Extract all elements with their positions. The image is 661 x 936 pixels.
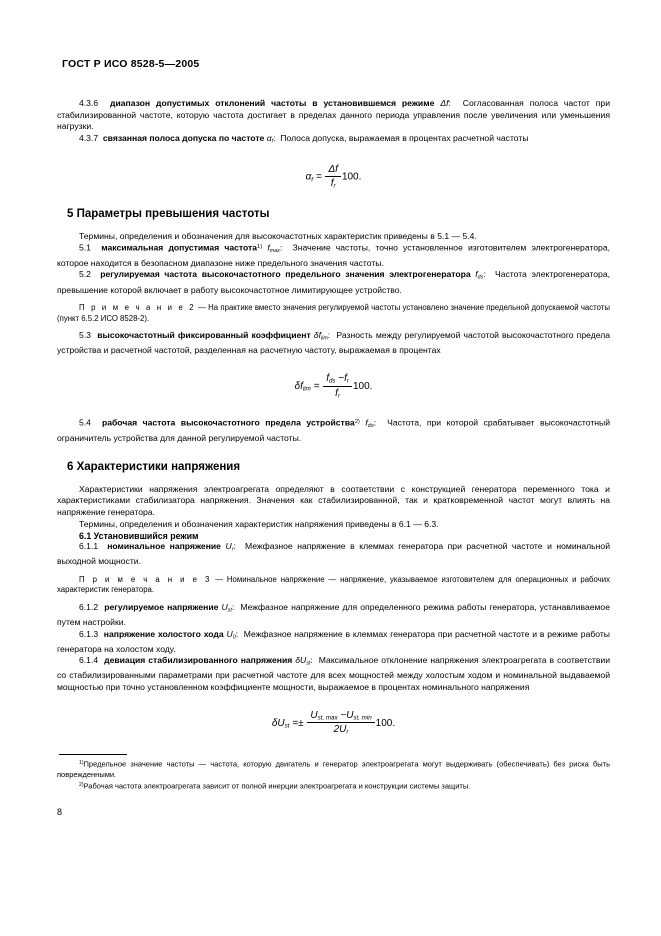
formula-lhs-sub: lim [302,385,311,393]
clause-number: 6.1.1 [79,541,99,552]
formula-delta-u-st [57,710,610,736]
clause-5-4: 5.4 рабочая частота высокочастотного предела устройства$^{2)}$ $f_{do}$: Частота, при которой срабатывает высокочастотный ограничитель устройства для данной регулируемой частоты. [57,418,611,444]
footnote-mark: 2) [79,782,84,789]
symbol-subscript: lim [320,335,328,342]
note-2 [57,303,610,324]
note-text: Номинальное напряжение — напряжение, указываемое изготовителем для операционных и рабочих характеристик генератора. [57,574,610,595]
formula-lhs: δU [271,717,285,729]
clause-5-1: 5.1 максимальная допустимая частота$^{1)}$ $f_{max}$: Значение частоты, точно установленное изготовителем электрогенератора, которое находится в безопасном диапазоне ниже предельного значения частоты. [57,242,610,268]
clause-term: максимальная допустимая частота [101,242,258,253]
clause-body: Полоса допуска, выражаемая в процентах расчетной частоты [280,132,529,143]
clause-number: 6.1.4 [79,655,99,666]
clause-6-1-4: 6.1.4 девиация стабилизированного напряжения $\delta U_{st}$: Максимальное отклонение напряжения электроагрегата в соответствии со стабилизированными параметрами при расчетной частоте для всех мощностей между холостым ходом и номинальной выдаваемой мощностью при точно установленном коэффициенте мощности, выражаемое в процентах номинального напряжения [57,655,611,693]
symbol-subscript: ds [477,274,484,281]
clause-number: 4.3.7 [79,132,99,143]
symbol-subscript: f [271,138,274,145]
clause-body: Максимальное отклонение напряжения электроагрегата в соответствии со стабилизированными параметрами при расчетной частоте для всех мощностей между холостым ходом и номинальной выдаваемой мощностью при точно установленном коэффициенте мощности, выражаемое в процентах номинального напряжения [57,655,611,693]
footnote-2 [57,780,610,792]
denominator [307,723,374,736]
symbol-f: f [446,98,449,108]
symbol-u: U [221,602,228,613]
u-symbol: U [346,709,354,721]
clause-term: диапазон допустимых отклонений частоты в установившемся режиме [110,98,435,108]
minus-sign: − [340,709,347,721]
clause-5-3: 5.3 высокочастотный фиксированный коэффициент $\delta f_{lim}$: Разность между регулируемой частотой высокочастотного предела устройства и расчетной частотой, разделенная на расчетную частоту, выражаемая в процентах [57,330,611,356]
page-content [57,58,610,817]
numerator [323,373,352,387]
footnote-ref-1[interactable]: 1) [257,244,263,251]
clause-number: 5.4 [79,418,91,429]
clause-4-3-6: 4.3.6 диапазон допустимых отклонений частоты в установившемся режиме Δf: Согласованная полоса частот при стабилизированной частоте, которую частота достигает в пределах данного периода управления после увеличения или уменьшения нагрузки. [57,98,611,132]
clause-body: Значение частоты, точно установленное изготовителем электрогенератора, которое находится в безопасном диапазоне ниже предельного значения частоты. [57,242,610,268]
footnote-text: Предельное значение частоты — частота, которую двигатель и генератор электроагрегата могут выдерживать (обеспечивать) без риска быть поврежденными. [57,759,610,779]
formula-tail: 100. [352,380,373,392]
clause-term: рабочая частота высокочастотного предела устройства [101,418,355,429]
section-5-intro: Термины, определения и обозначения для высокочастотных характеристик приведены в 5.1 — 5.4. [79,230,477,241]
clause-term: регулируемое напряжение [104,602,219,613]
formula-tail: 100. [375,717,396,729]
f-subscript: r [337,392,340,400]
symbol-f: f [475,269,478,280]
symbol-f: f [267,242,270,253]
symbol-subscript: st [227,607,232,614]
delta-symbol: Δ [328,163,336,175]
clause-body: Частота электрогенератора, превышение которой включает в работу высокочастотное лимитирующее устройство. [57,269,611,295]
page-number: 8 [57,806,63,817]
f-subscript: r [333,182,336,190]
note-text: На практике вместо значения регулируемой частоты установлено значение предельной допускаемой частоты (пункт 6.5.2 ИСО 8528-2). [57,303,610,323]
equals-sign: = [315,171,322,183]
u-symbol: U [310,709,318,721]
subsection-6-1-heading: 6.1 Установившийся режим [79,531,199,542]
clause-body: Межфазное напряжение для определенного режима работы генератора, устанавливаемое путем настройки. [57,602,610,628]
symbol-subscript: 0 [232,634,236,641]
symbol-alpha: α [266,132,272,143]
formula-delta-f-lim [57,373,610,399]
footnote-text: Рабочая частота электроагрегата зависит от полной инерции электроагрегата и конструкции системы защиты. [83,781,471,791]
clause-number: 4.3.6 [79,98,99,108]
symbol-f: f [365,418,368,429]
f-symbol: f [335,387,338,399]
symbol-subscript: do [367,423,374,430]
clause-term: напряжение холостого хода [103,628,224,639]
numerator [307,710,374,724]
minus-sign: − [338,373,345,385]
fraction [325,164,341,190]
fraction [307,710,374,736]
clause-term: связанная полоса допуска по частоте [102,132,265,143]
note-dash: — [198,303,206,313]
clause-6-1-3: 6.1.3 напряжение холостого хода $U_0$: Межфазное напряжение в клеммах генератора при расчетной частоте и в режиме работы генератора на холостом ходу. [57,628,610,654]
formula-tail: 100. [341,171,362,183]
f-symbol: f [344,373,347,385]
formula-lhs-sub: f [311,176,314,184]
note-dash: — [215,574,224,584]
section-6-intro-1: Характеристики напряжения электроагрегата определяют в соответствии с конструкцией генератора переменного тока и характеристиками стабилизатора напряжения. Значения как стабилизированной, так и кратковременной частот могут влиять на напряжение генератора. [57,483,610,517]
symbol-subscript: max [269,248,280,255]
clause-number: 6.1.3 [79,628,99,639]
clause-6-1-1: 6.1.1 номинальное напряжение $U_r$: Межфазное напряжение в клеммах генератора при расчетной частоте и номинальной выходной мощности. [57,541,610,567]
clause-term: номинальное напряжение [107,541,221,552]
clause-number: 5.2 [79,269,91,280]
symbol-u: U [226,628,233,639]
u-subscript: st, max [317,714,338,722]
clause-body: Частота, при которой срабатывает высокочастотный ограничитель устройства для данной регулируемой частоты. [57,418,611,444]
f-symbol: f [326,373,329,385]
clause-number: 5.3 [79,330,91,341]
formula-lhs: α [305,171,312,183]
formula-lhs: δf [294,380,303,392]
f-symbol: f [330,177,334,189]
f-subscript: r [346,377,349,385]
clause-5-2: 5.2 регулируемая частота высокочастотного предельного значения электрогенератора $f_{ds}$: Частота электрогенератора, превышение которой включает в работу высокочастотное лимитирующее устройство. [57,269,611,295]
symbol-u: U [225,541,232,552]
section-6-heading: 6 Характеристики напряжения [67,460,241,473]
formula-lhs-sub: st [284,722,290,730]
note-label: П р и м е ч а н и е 3 [79,574,212,584]
u-subscript: st, min [353,714,372,722]
clause-number: 5.1 [79,242,91,253]
clause-body: Согласованная полоса частот при стабилизированной частоте, которую частота достигает в пределах данного периода управления после увеличения или уменьшения нагрузки. [57,98,611,132]
clause-number: 6.1.2 [79,602,99,613]
clause-6-1-2: 6.1.2 регулируемое напряжение $U_{st}$: Межфазное напряжение для определенного режима работы генератора, устанавливаемое путем настройки. [57,602,610,628]
note-label: П р и м е ч а н и е 2 [79,303,196,313]
denominator [323,387,352,400]
clause-4-3-7: 4.3.7 связанная полоса допуска по частоте $\alpha_f$: Полоса допуска, выражаемая в процентах расчетной частоты [79,132,529,145]
clause-body: Разность между регулируемой частотой высокочастотного предела устройства и расчетной частотой, разделенная на расчетную частоту, выражаемая в процентах [57,330,611,356]
formula-alpha-f [57,164,610,190]
clause-term: девиация стабилизированного напряжения [104,655,293,666]
symbol-deltaf: δf [313,330,321,341]
symbol-subscript: st [306,660,311,667]
symbol-deltau: δU [295,655,307,666]
symbol-delta: Δ [440,98,447,108]
fraction [323,373,352,399]
plus-minus-sign: ± [298,717,304,729]
numerator [325,164,341,177]
equals-sign: = [313,380,320,392]
footnote-separator [59,754,127,755]
denominator [325,177,341,190]
u-subscript: r [346,729,349,737]
footnote-mark: 1) [79,760,84,767]
section-5-heading: 5 Параметры превышения частоты [67,207,270,220]
document-header: ГОСТ Р ИСО 8528-5—2005 [62,58,200,70]
u-symbol: 2U [333,724,347,736]
section-6-intro-2: Термины, определения и обозначения характеристик напряжения приведены в 6.1 — 6.3. [79,518,439,529]
clause-body: Межфазное напряжение в клеммах генератора при расчетной частоте и в режиме работы генератора на холостом ходу. [57,628,610,654]
f-subscript: ds [328,377,336,385]
equals-sign: = [292,717,299,729]
footnote-ref-2[interactable]: 2) [354,419,360,426]
note-3 [57,575,610,596]
clause-term: регулируемая частота высокочастотного предельного значения электрогенератора [100,269,471,280]
footnote-1 [57,758,610,780]
clause-term: высокочастотный фиксированный коэффициент [97,330,311,341]
clause-body: Межфазное напряжение в клеммах генератора при расчетной частоте и номинальной выходной мощности. [57,541,610,567]
f-symbol: f [335,163,338,175]
symbol-subscript: r [231,546,234,553]
